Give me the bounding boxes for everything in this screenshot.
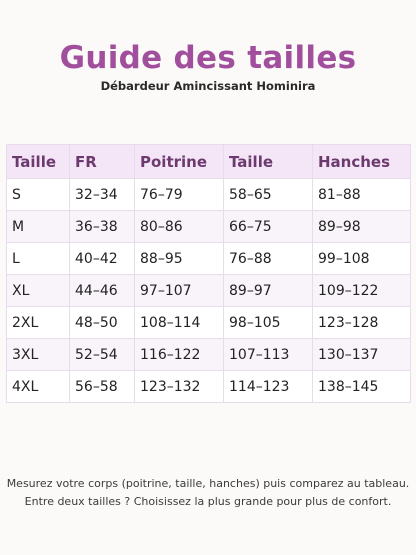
cell-size: XL <box>7 275 70 307</box>
cell-size: S <box>7 179 70 211</box>
cell-hips: 123–128 <box>313 307 411 339</box>
table-row <box>7 243 411 275</box>
size-chart-table <box>6 144 411 403</box>
cell-fr: 32–34 <box>70 179 135 211</box>
cell-size: L <box>7 243 70 275</box>
column-header-fr: FR <box>70 145 135 179</box>
cell-waist: 107–113 <box>224 339 313 371</box>
cell-chest: 123–132 <box>135 371 224 403</box>
cell-hips: 99–108 <box>313 243 411 275</box>
cell-chest: 76–79 <box>135 179 224 211</box>
cell-fr: 44–46 <box>70 275 135 307</box>
column-header-waist: Taille <box>224 145 313 179</box>
cell-waist: 76–88 <box>224 243 313 275</box>
size-advice: Entre deux tailles ? Choisissez la plus grande pour plus de confort. <box>24 495 392 508</box>
table-row <box>7 179 411 211</box>
cell-waist: 89–97 <box>224 275 313 307</box>
cell-chest: 88–95 <box>135 243 224 275</box>
table-row <box>7 339 411 371</box>
cell-chest: 116–122 <box>135 339 224 371</box>
cell-hips: 89–98 <box>313 211 411 243</box>
cell-waist: 98–105 <box>224 307 313 339</box>
cell-chest: 80–86 <box>135 211 224 243</box>
column-header-hips: Hanches <box>313 145 411 179</box>
cell-fr: 40–42 <box>70 243 135 275</box>
cell-size: 3XL <box>7 339 70 371</box>
product-subtitle: Débardeur Amincissant Hominira <box>100 79 316 93</box>
cell-size: M <box>7 211 70 243</box>
cell-chest: 108–114 <box>135 307 224 339</box>
table-row <box>7 275 411 307</box>
column-header-chest: Poitrine <box>135 145 224 179</box>
page-title: Guide des tailles <box>59 40 357 76</box>
table-header-row <box>7 145 411 179</box>
table-row <box>7 371 411 403</box>
table-row <box>7 307 411 339</box>
cell-waist: 66–75 <box>224 211 313 243</box>
cell-fr: 56–58 <box>70 371 135 403</box>
cell-waist: 58–65 <box>224 179 313 211</box>
cell-hips: 130–137 <box>313 339 411 371</box>
cell-size: 2XL <box>7 307 70 339</box>
cell-fr: 48–50 <box>70 307 135 339</box>
cell-waist: 114–123 <box>224 371 313 403</box>
cell-size: 4XL <box>7 371 70 403</box>
column-header-size: Taille <box>7 145 70 179</box>
cell-hips: 109–122 <box>313 275 411 307</box>
measurement-instruction: Mesurez votre corps (poitrine, taille, hanches) puis comparez au tableau. <box>6 477 410 490</box>
cell-fr: 36–38 <box>70 211 135 243</box>
cell-fr: 52–54 <box>70 339 135 371</box>
cell-chest: 97–107 <box>135 275 224 307</box>
cell-hips: 138–145 <box>313 371 411 403</box>
table-row <box>7 211 411 243</box>
cell-hips: 81–88 <box>313 179 411 211</box>
